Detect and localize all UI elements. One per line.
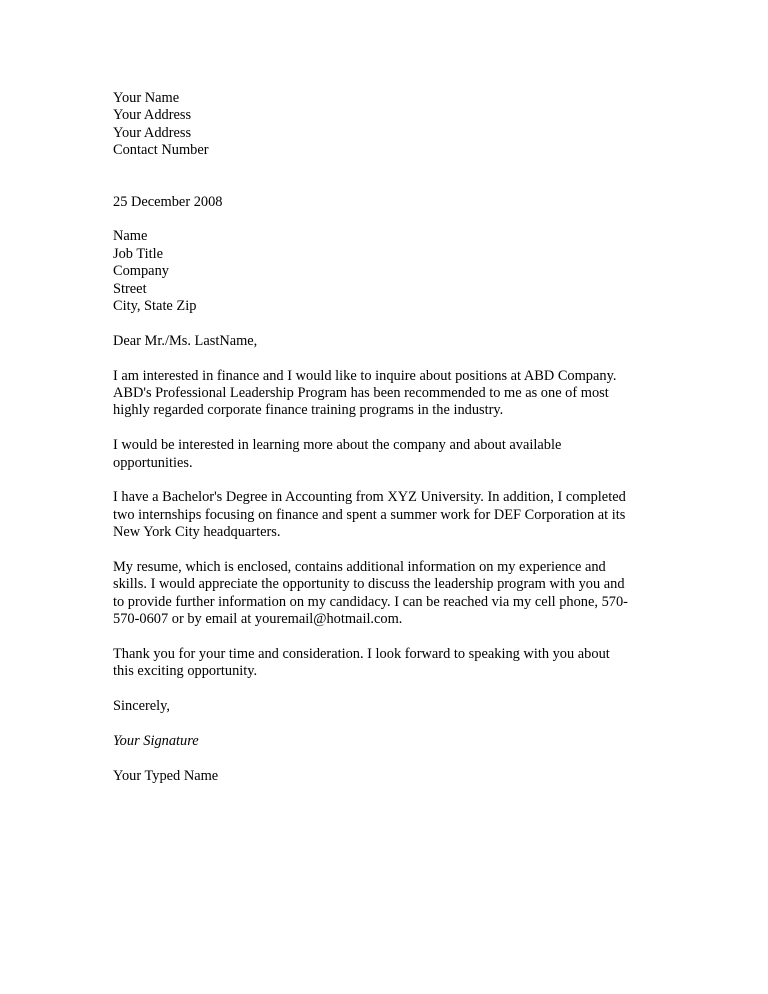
paragraph-line: I would be interested in learning more about the company and about available <box>113 437 562 454</box>
paragraph-line: Thank you for your time and consideration. I look forward to speaking with you about <box>113 646 610 663</box>
typed-name <box>113 768 673 785</box>
date-text: 25 December 2008 <box>113 193 223 210</box>
paragraph-1 <box>113 368 673 420</box>
paragraph-line: I have a Bachelor's Degree in Accounting from XYZ University. In addition, I completed <box>113 489 626 506</box>
recipient-city-state-zip: City, State Zip <box>113 298 197 315</box>
paragraph-line: two internships focusing on finance and spent a summer work for DEF Corporation at its <box>113 506 626 523</box>
paragraph-2 <box>113 437 673 472</box>
recipient-name: Name <box>113 228 148 245</box>
paragraph-line: New York City headquarters. <box>113 524 281 541</box>
salutation <box>113 333 673 350</box>
recipient-street: Street <box>113 280 147 297</box>
sender-contact-number: Contact Number <box>113 142 209 159</box>
sender-name: Your Name <box>113 90 180 106</box>
paragraph-line: My resume, which is enclosed, contains additional information on my experience and <box>113 559 606 576</box>
paragraph-line: to provide further information on my candidacy. I can be reached via my cell phone, 570- <box>113 593 628 610</box>
paragraph-line: skills. I would appreciate the opportunity to discuss the leadership program with you and <box>113 576 625 593</box>
signature-text: Your Signature <box>113 733 199 750</box>
sender-address-line-1: Your Address <box>113 107 192 124</box>
closing-text: Sincerely, <box>113 698 171 715</box>
sender-address-line-2: Your Address <box>113 124 192 141</box>
paragraph-4 <box>113 559 673 629</box>
paragraph-3 <box>113 489 673 541</box>
paragraph-line: this exciting opportunity. <box>113 663 258 680</box>
recipient-company: Company <box>113 263 169 280</box>
letter-date <box>113 194 673 211</box>
paragraph-line: I am interested in finance and I would like to inquire about positions at ABD Company. <box>113 367 617 384</box>
paragraph-line: highly regarded corporate finance training programs in the industry. <box>113 402 504 419</box>
paragraph-5 <box>113 646 673 681</box>
recipient-address <box>113 228 673 315</box>
salutation-text: Dear Mr./Ms. LastName, <box>113 332 258 349</box>
recipient-job-title: Job Title <box>113 245 163 262</box>
typed-name-text: Your Typed Name <box>113 767 219 784</box>
sender-address <box>113 90 673 160</box>
cover-letter <box>113 90 673 785</box>
signature <box>113 733 673 750</box>
paragraph-line: opportunities. <box>113 454 193 471</box>
closing <box>113 698 673 715</box>
paragraph-line: 570-0607 or by email at youremail@hotmail.com. <box>113 611 403 628</box>
paragraph-line: ABD's Professional Leadership Program has been recommended to me as one of most <box>113 385 609 402</box>
